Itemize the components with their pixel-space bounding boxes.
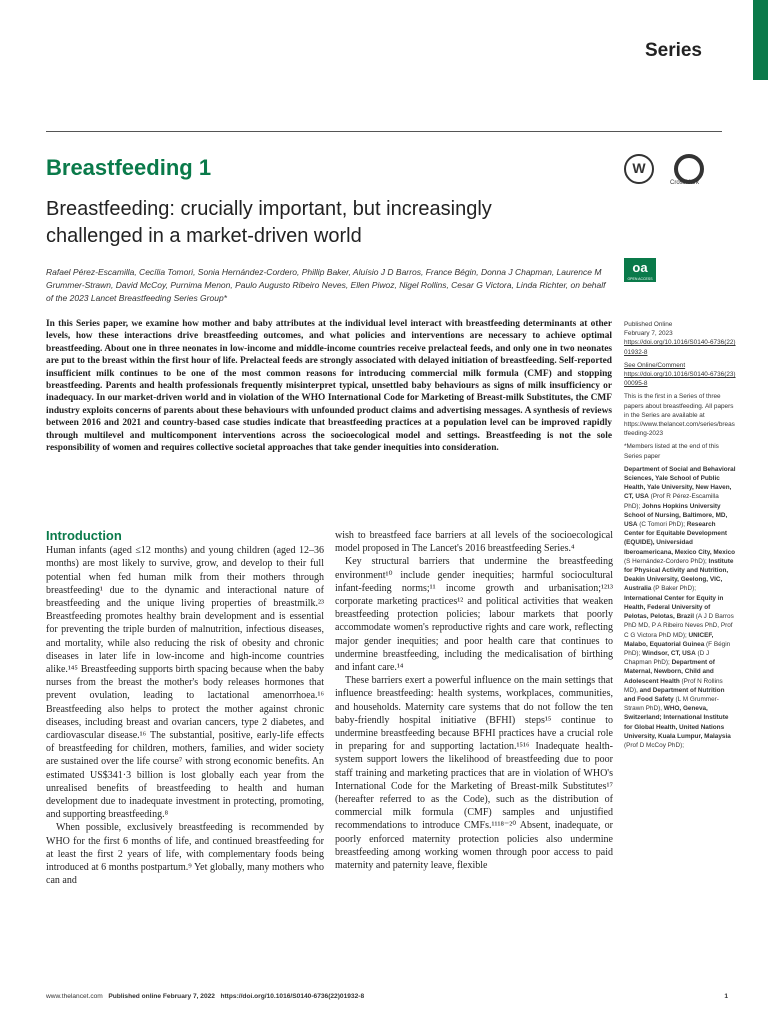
affiliation-person: (F Bégin PhD); bbox=[624, 640, 731, 657]
affiliation-person: (Prof R Pérez-Escamilla PhD); bbox=[624, 493, 719, 510]
affiliation-institution: Department of Maternal, Newborn, Child and Adolescent Health bbox=[624, 659, 715, 685]
affiliation-person: (Prof D McCoy PhD); bbox=[624, 741, 685, 749]
published-label: Published Online bbox=[624, 321, 673, 328]
open-access-badge bbox=[624, 258, 656, 282]
body-paragraph: Key structural barriers that undermine the breastfeeding environment¹⁰ include gender inequities; harmful sociocultural infant-feeding norms;¹¹ income growth and urbanisation;¹²¹³ corporate marketing practices¹² and political activities that weaken breastfeeding protection policies; labour markets that poorly accommodate women's reproductive rights and care work, reflecting major gender inequities; and poor health care that continues to undermine breastfeeding, including the medicalisation of birthing and infant care.¹⁴ bbox=[335, 556, 613, 674]
sidebar-publication-info bbox=[624, 320, 736, 750]
affiliation-person: (C Tomori PhD); bbox=[639, 521, 685, 529]
journal-icons bbox=[624, 152, 704, 188]
section-label: Series bbox=[644, 40, 702, 61]
article-title: Breastfeeding: crucially important, but increasingly challenged in a market-driven world bbox=[46, 198, 492, 247]
affiliation-person: (Prof N Rollins MD), bbox=[624, 677, 723, 694]
affiliation-institution: Research Center for Equitable Development (EQUIDE), Universidad Iberoamericana, Mexico City, Mexico bbox=[624, 521, 736, 556]
page-footer bbox=[46, 993, 726, 1000]
body-column-left bbox=[46, 529, 324, 887]
body-paragraph: When possible, exclusively breastfeeding is recommended by WHO for the first 6 months of life, and continued breastfeeding for at least the first 2 years of life, with complementary foods being introduced at 6 months postpartum.⁹ Yet globally, many mothers who can and bbox=[46, 822, 324, 887]
published-date: February 7, 2023 bbox=[624, 330, 673, 338]
affiliation-person: (P Baker PhD); bbox=[653, 585, 696, 593]
series-title: Breastfeeding 1 bbox=[46, 155, 212, 180]
affiliation-institution: Institute for Physical Activity and Nutrition, Deakin University, Geelong, VIC, Australia bbox=[624, 557, 734, 593]
affiliation-person: (S Hernández-Cordero PhD); bbox=[624, 557, 707, 565]
affiliation-list bbox=[624, 465, 736, 750]
oa-label: oa bbox=[632, 260, 648, 275]
page-number: 1 bbox=[724, 993, 728, 1000]
affiliation-institution: WHO, Geneva, Switzerland; International Institute for Global Health, United Nations University, Kuala Lumpur, Malaysia bbox=[624, 705, 731, 740]
comment-doi-link[interactable]: https://doi.org/10.1016/S0140-6736(23)00095-8 bbox=[624, 371, 736, 388]
affiliation-institution: Department of Social and Behavioral Sciences, Yale School of Public Health, Yale University, New Haven, CT, USA bbox=[624, 465, 736, 501]
see-online-link[interactable]: See Online/Comment bbox=[624, 361, 686, 369]
footer-published: Published online February 7, 2022 bbox=[108, 993, 215, 1000]
affiliation-institution: Johns Hopkins University School of Nursing, Baltimore, MD, USA bbox=[624, 502, 728, 529]
abstract: In this Series paper, we examine how mother and baby attributes at the individual level interact with breastfeeding determinants at other levels, how these interactions drive breastfeeding outcomes, and what policies and interventions are necessary to achieve optimal breastfeeding. About one in three neonates in low-income and middle-income countries receive prelacteal feeds, and only one in two neonates are put to the breast within the first hour of life. Prelacteal feeds are strongly associated with delayed initiation of breastfeeding. Self-reported insufficient milk continues to be one of the most common reasons for introducing commercial milk formula (CMF) and stopping breastfeeding. Parents and health professionals frequently misinterpret typical, unsettled baby behaviours as signs of milk insufficiency or inadequacy. In our market-driven world and in violation of the WHO International Code for Marketing of Breast-milk Substitutes, the CMF industry exploits concerns of parents about these behaviours with unfounded product claims and advertising messages. A synthesis of reviews between 2016 and 2021 and country-based case studies indicate that breastfeeding practices at a population level can be improved rapidly through multilevel and multicomponent interventions across the socioecological model and settings. Breastfeeding is not the sole responsibility of women and requires collective societal approaches that take gender inequities into consideration. bbox=[46, 319, 612, 454]
header-rule bbox=[46, 131, 722, 132]
affiliation-institution: and Department of Nutrition and Food Safety bbox=[624, 686, 725, 703]
oa-sub-label: OPEN ACCESS bbox=[627, 277, 653, 281]
crossmark-label: CrossMark bbox=[670, 180, 700, 186]
body-paragraph: wish to breastfeed face barriers at all levels of the socioecological model proposed in The Lancet's 2016 breastfeeding Series.⁴ bbox=[335, 530, 613, 555]
series-note: This is the first in a Series of three papers about breastfeeding. All papers in the Series are available at https://www.thelancet.com/series/breastfeeding-2023 bbox=[624, 393, 735, 438]
body-paragraph: These barriers exert a powerful influence on the main settings that influence breastfeeding: health systems, workplaces, communities, and households. Maternity care systems that do not follow the ten baby-friendly hospital initiative (BFHI) steps¹⁵ continue to undermine breastfeeding because BFHI practices have a crucial role in preparing for and supporting lactation.¹⁵¹⁶ Inadequate health-system support lowers the likelihood of breastfeeding due to poor staff training and marketing practices that are in violation of WHO's International Code for the Marketing of Breast-milk Substitutes¹⁷ (hereafter referred to as the Code), such as the distribution of commercial milk formula (CMF) samples and unjustified recommendations to introduce CMFs.¹¹¹⁸⁻²⁰ Absent, inadequate, or poorly enforced maternity protection policies also undermine breastfeeding among working women through poor access to paid maternity and paternity leave, flexible bbox=[335, 675, 613, 872]
affiliation-institution: UNICEF, Malabo, Equatorial Guinea bbox=[624, 631, 714, 648]
corner-color-bar bbox=[753, 0, 768, 80]
affiliation-person: (D J Chapman PhD); bbox=[624, 649, 710, 667]
footer-site[interactable]: www.thelancet.com bbox=[46, 993, 103, 1000]
affiliation-person: (L M Grummer-Strawn PhD), bbox=[624, 695, 719, 713]
doi-link[interactable]: https://doi.org/10.1016/S0140-6736(22)01932-8 bbox=[624, 339, 736, 356]
footer-doi[interactable]: https://doi.org/10.1016/S0140-6736(22)01932-8 bbox=[220, 993, 365, 1000]
body-paragraph: Human infants (aged ≤12 months) and young children (aged 12–36 months) are most likely to survive, grow, and develop to their full potential when fed human milk from their mothers through breastfeeding¹ due to the dynamic and interactional nature of breastfeeding and the unique living properties of breastmilk.²³ Breastfeeding promotes healthy brain development and is essential for preventing the triple burden of malnutrition, infectious diseases, and mortality, while also reducing the risk of obesity and chronic diseases in later life in low-income and high-income countries alike.¹⁴⁵ Breastfeeding supports birth spacing because when the baby nurses from the breast the mother's body releases hormones that prevent ovulation, leading to lactational amenorrhoea.¹⁶ Breastfeeding also helps to protect the mother against chronic diseases, including breast and ovarian cancers, type 2 diabetes, and cardiovascular disease.¹⁶ The substantial, positive, early-life effects of breastfeeding for children, mothers, families, and wider society are sustained over the life course⁷ with strong economic benefits. An estimated US$341·3 billion is lost globally each year from the unrealised benefits of breastfeeding to health and human development due to inadequate investment in protecting, promoting, and supporting breastfeeding.⁸ bbox=[46, 545, 324, 821]
affiliation-institution: Windsor, CT, USA bbox=[642, 649, 696, 657]
w-logo-icon: W bbox=[624, 154, 654, 184]
author-list: Rafael Pérez-Escamilla, Cecília Tomori, Sonia Hernández-Cordero, Phillip Baker, Aluísio J D Barros, France Bégin, Donna J Chapman, Laurence M Grummer-Strawn, David McCoy, Purnima Menon, Paulo Augusto Ribeiro Neves, Ellen Piwoz, Nigel Rollins, Cesar G Victora, Linda Richter, on behalf of the 2023 Lancet Breastfeeding Series Group* bbox=[46, 267, 606, 303]
affiliation-person: (A J D Barros PhD MD, P A Ribeiro Neves PhD, Prof C G Victora PhD MD); bbox=[624, 613, 734, 639]
members-note: *Members listed at the end of this Series paper bbox=[624, 443, 719, 460]
body-column-right bbox=[335, 529, 613, 872]
section-heading-introduction: Introduction bbox=[46, 528, 122, 543]
affiliation-institution: International Center for Equity in Health, Federal University of Pelotas, Pelotas, Brazil bbox=[624, 594, 724, 621]
